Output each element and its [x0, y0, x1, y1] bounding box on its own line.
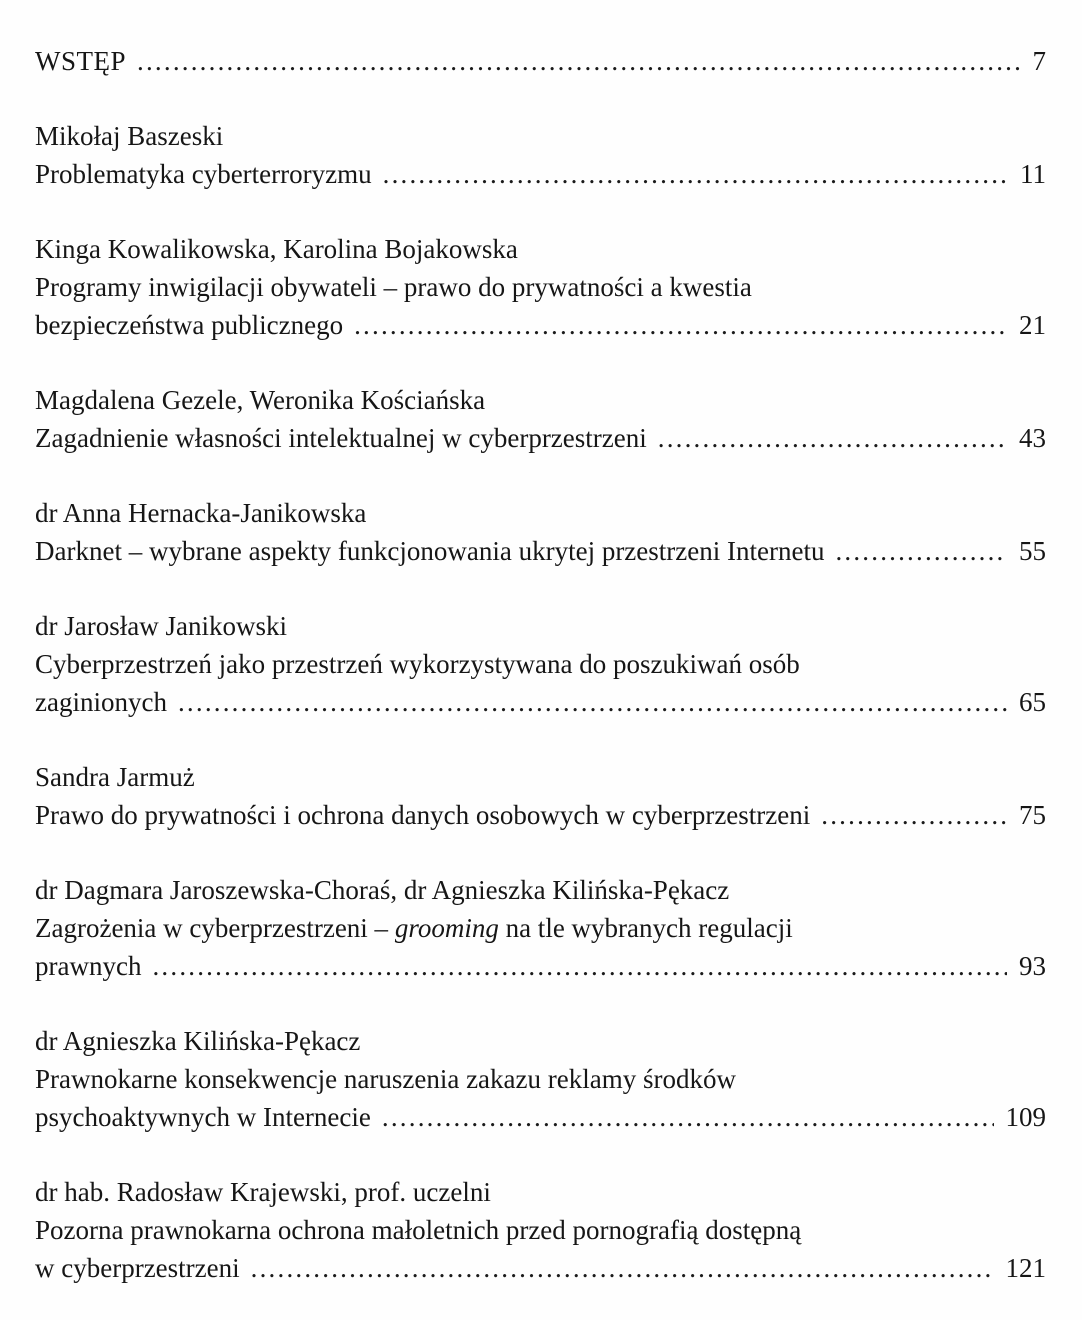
dot-leader [178, 683, 1007, 721]
toc-title-row [35, 42, 1046, 80]
toc-entry [35, 1173, 1046, 1287]
dot-leader [152, 947, 1007, 985]
toc-entry [35, 117, 1046, 193]
toc-entry-page-number: 93 [1019, 951, 1046, 981]
toc-entry-authors: Kinga Kowalikowska, Karolina Bojakowska [35, 234, 518, 264]
toc-entry-title-line: Programy inwigilacji obywateli – prawo do prywatności a kwestia [35, 272, 752, 302]
toc-entry [35, 758, 1046, 834]
toc-entry [35, 381, 1046, 457]
toc-entry-page-number: 11 [1020, 159, 1046, 189]
toc-entry-authors: dr Jarosław Janikowski [35, 611, 287, 641]
toc-entry-page-number: 65 [1019, 687, 1046, 717]
toc-entry [35, 42, 1046, 80]
toc-entry-page-number: 21 [1019, 310, 1046, 340]
toc-title-italic-segment: grooming [394, 913, 499, 943]
toc-entry [35, 871, 1046, 985]
toc-entry-page-number: 121 [1005, 1253, 1046, 1283]
toc-entry-title: bezpieczeństwa publicznego [35, 310, 344, 340]
toc-title-row [35, 155, 1046, 193]
toc-entry-authors: Mikołaj Baszeski [35, 121, 224, 151]
toc-entry-page-number: 7 [1032, 46, 1046, 76]
toc-entry-title: psychoaktywnych w Internecie [35, 1102, 371, 1132]
toc-entry-title: w cyberprzestrzeni [35, 1253, 240, 1283]
toc-entry [35, 1022, 1046, 1136]
dot-leader [251, 1249, 994, 1287]
toc-entry-authors: dr hab. Radosław Krajewski, prof. uczelni [35, 1177, 491, 1207]
toc-entry-page-number: 43 [1019, 423, 1046, 453]
toc-entry-authors: dr Anna Hernacka-Janikowska [35, 498, 367, 528]
toc-entry-title: WSTĘP [35, 46, 127, 76]
toc-entry-authors: dr Dagmara Jaroszewska-Choraś, dr Agnieszka Kilińska-Pękacz [35, 875, 730, 905]
toc-entry-title-line [35, 909, 1046, 947]
toc-title-row [35, 1249, 1046, 1287]
toc-entry-title: Zagadnienie własności intelektualnej w cyberprzestrzeni [35, 423, 647, 453]
dot-leader [383, 155, 1008, 193]
toc-title-row [35, 796, 1046, 834]
toc-title-row [35, 306, 1046, 344]
toc-title-row [35, 1098, 1046, 1136]
toc-title-row [35, 532, 1046, 570]
toc-entry-authors: Magdalena Gezele, Weronika Kościańska [35, 385, 486, 415]
toc-title-text-segment: Zagrożenia w cyberprzestrzeni – [35, 913, 395, 943]
toc-entry-title: Darknet – wybrane aspekty funkcjonowania ukrytej przestrzeni Internetu [35, 536, 825, 566]
toc-entry-page-number: 75 [1019, 800, 1046, 830]
dot-leader [354, 306, 1007, 344]
toc-entry-title: prawnych [35, 951, 142, 981]
toc-entry-title-line: Prawnokarne konsekwencje naruszenia zakazu reklamy środków [35, 1064, 736, 1094]
dot-leader [835, 532, 1007, 570]
toc-entry [35, 494, 1046, 570]
dot-leader [382, 1098, 994, 1136]
toc-entry-title: Problematyka cyberterroryzmu [35, 159, 372, 189]
toc-entry-title-line: Pozorna prawnokarna ochrona małoletnich przed pornografią dostępną [35, 1215, 802, 1245]
dot-leader [821, 796, 1007, 834]
toc-entry-page-number: 109 [1005, 1102, 1046, 1132]
toc-entry-title: Prawo do prywatności i ochrona danych osobowych w cyberprzestrzeni [35, 800, 811, 830]
toc-title-row [35, 683, 1046, 721]
toc-entry-title-line: Cyberprzestrzeń jako przestrzeń wykorzystywana do poszukiwań osób [35, 649, 800, 679]
toc-entry-page-number: 55 [1019, 536, 1046, 566]
toc-entry [35, 230, 1046, 344]
toc-title-row [35, 947, 1046, 985]
dot-leader [658, 419, 1007, 457]
toc-entry-title: zaginionych [35, 687, 167, 717]
toc-entry-authors: Sandra Jarmuż [35, 762, 195, 792]
dot-leader [137, 42, 1020, 80]
toc-title-row [35, 419, 1046, 457]
toc-entry-authors: dr Agnieszka Kilińska-Pękacz [35, 1026, 361, 1056]
toc-title-text-segment: na tle wybranych regulacji [498, 913, 793, 943]
toc-entry [35, 607, 1046, 721]
